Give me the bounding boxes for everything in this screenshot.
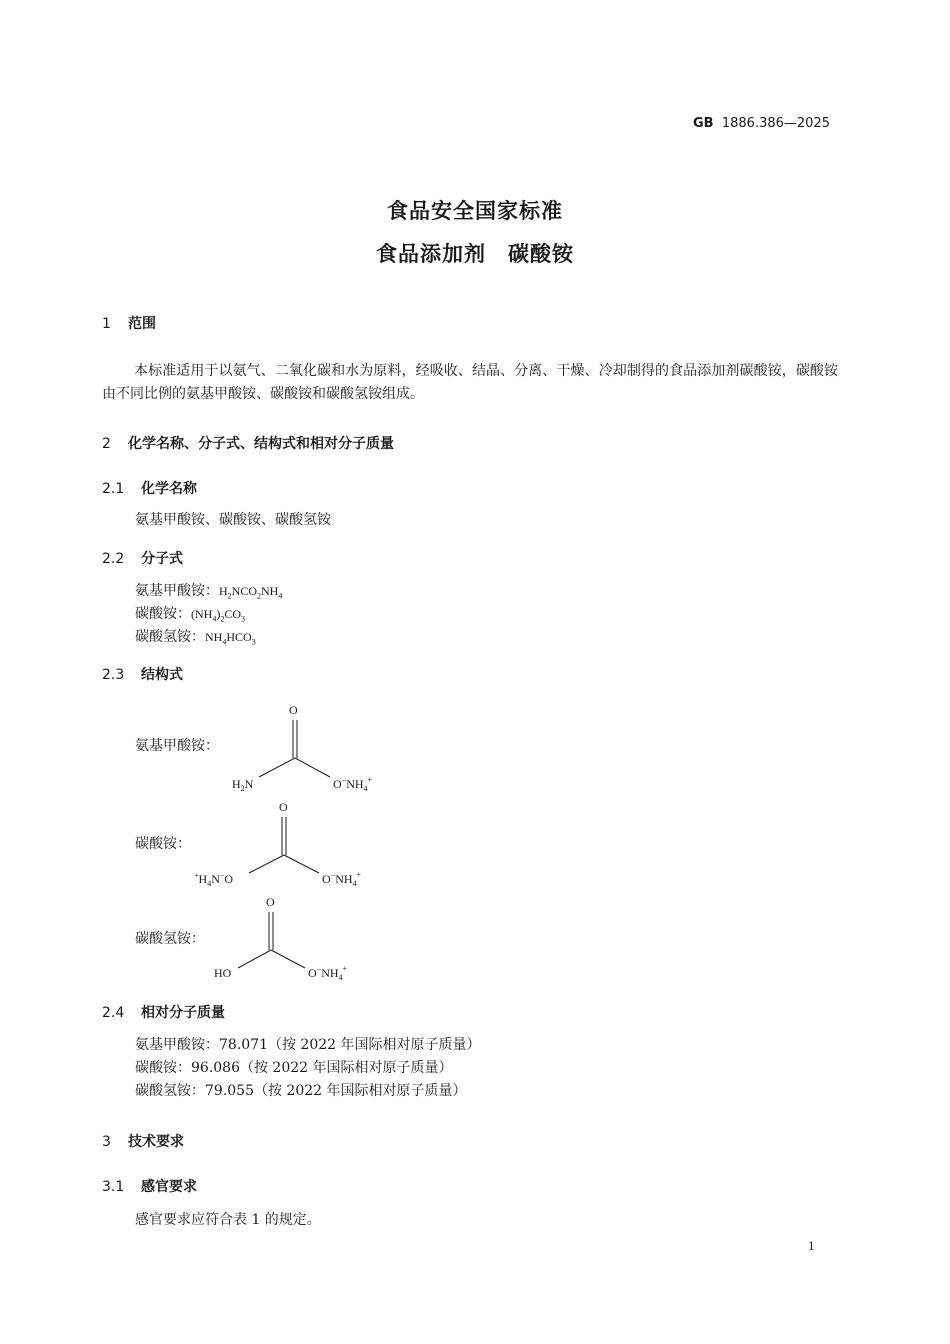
standard-number: 1886.386—2025 [721, 116, 830, 131]
section-number: 2 [102, 436, 111, 452]
molecular-mass-bicarbonate: 碳酸氢铵：79.055（按 2022 年国际相对原子质量） [135, 1083, 467, 1099]
structure-label-carbonate: 碳酸铵： [135, 836, 191, 852]
molecular-mass-carbonate: 碳酸铵：96.086（按 2022 年国际相对原子质量） [135, 1060, 453, 1076]
formula-label: 碳酸铵： [135, 606, 191, 622]
atom-o: O [266, 895, 275, 909]
structure-label-carbamate: 氨基甲酸铵： [135, 738, 219, 754]
molecular-mass-carbamate: 氨基甲酸铵：78.071（按 2022 年国际相对原子质量） [135, 1037, 481, 1053]
standard-prefix: GB [693, 116, 714, 131]
document-title-line1: 食品安全国家标准 [387, 199, 563, 223]
page-number: 1 [808, 1238, 815, 1253]
section-number: 2.3 [102, 667, 125, 683]
section-number: 2.4 [102, 1005, 125, 1021]
sensory-requirements-text: 感官要求应符合表 1 的规定。 [135, 1212, 321, 1228]
section-number: 2.2 [102, 551, 125, 567]
section-number: 3 [102, 1134, 111, 1150]
document-title-line2: 食品添加剂 碳酸铵 [376, 242, 574, 266]
section-number: 1 [102, 316, 111, 332]
section-3-1-heading [102, 1176, 197, 1196]
section-number: 2.1 [102, 481, 125, 497]
section-number: 3.1 [102, 1179, 125, 1195]
group-h4n-o: $^+H_4N^-O$ [194, 871, 234, 888]
atom-o: O [289, 703, 298, 717]
group-o-nh4: $O^-NH_4^+$ [333, 775, 373, 793]
group-h2n: $H_2N$ [232, 777, 254, 793]
structure-label-bicarbonate: 碳酸氢铵： [135, 931, 205, 947]
formula-value: $(NH_4)_2CO_3$ [191, 607, 245, 624]
section-2-4-heading [102, 1002, 225, 1022]
section-title: 范围 [128, 316, 156, 332]
section-3-heading [102, 1131, 184, 1151]
atom-o: O [279, 800, 288, 814]
section-1-text: 本标准适用于以氨气、二氧化碳和水为原料，经吸收、结晶、分离、干燥、冷却制得的食品添加剂碳酸铵，碳酸铵由不同比例的氨基甲酸铵、碳酸铵和碳酸氢铵组成。 [102, 363, 838, 402]
group-ho: HO [214, 966, 232, 980]
chemical-names: 氨基甲酸铵、碳酸铵、碳酸氢铵 [135, 512, 331, 528]
structure-ammonium-carbonate [194, 800, 362, 888]
group-o-nh4: $O^-NH_4^+$ [322, 870, 362, 888]
section-title: 感官要求 [141, 1179, 197, 1195]
section-title: 技术要求 [128, 1134, 184, 1150]
section-title: 结构式 [141, 667, 183, 683]
structure-ammonium-carbamate [232, 703, 373, 793]
section-title: 分子式 [141, 551, 183, 567]
structure-ammonium-bicarbonate [214, 895, 348, 982]
formula-label: 碳酸氢铵： [135, 629, 205, 645]
group-o-nh4: $O^-NH_4^+$ [308, 964, 348, 982]
section-title: 相对分子质量 [141, 1005, 225, 1021]
formula-value: $NH_4HCO_3$ [205, 630, 256, 647]
formula-label: 氨基甲酸铵： [135, 583, 219, 599]
section-title: 化学名称、分子式、结构式和相对分子质量 [128, 436, 394, 452]
section-title: 化学名称 [141, 481, 197, 497]
formula-value: $H_2NCO_2NH_4$ [219, 584, 283, 601]
